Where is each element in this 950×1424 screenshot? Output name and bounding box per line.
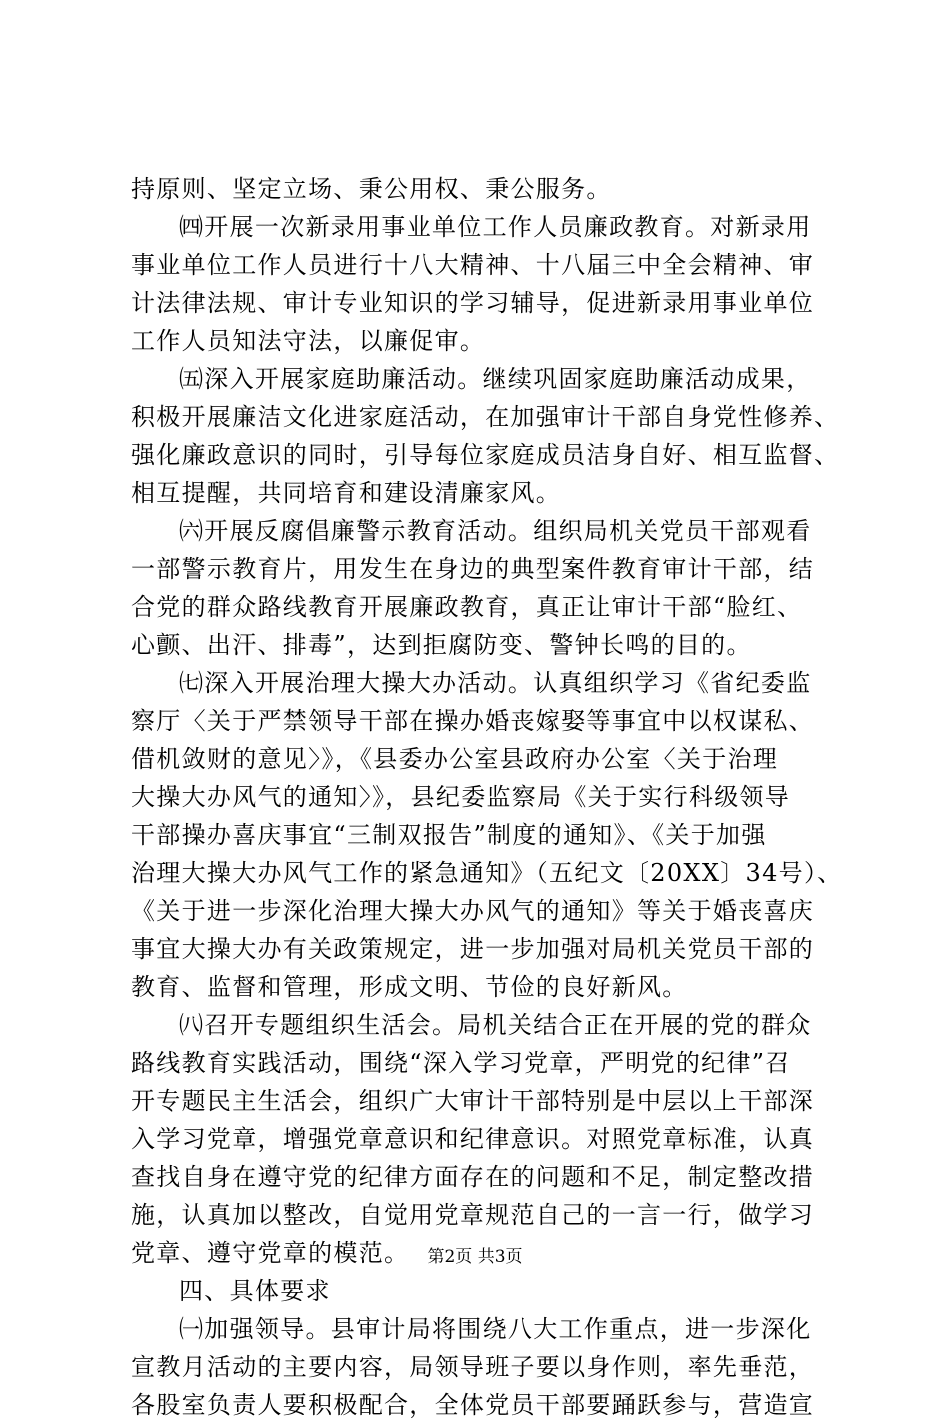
text-line: 计法律法规、审计专业知识的学习辅导，促进新录用事业单位 [131, 289, 815, 317]
text-line: ㈠加强领导。县审计局将围绕八大工作重点，进一步深化 [179, 1315, 812, 1343]
text-line: 合党的群众路线教育开展廉政教育，真正让审计干部“脸红、 [131, 593, 803, 621]
page-footer: 第2页 共3页 [427, 1247, 523, 1267]
text-line: 路线教育实践活动，围绕“深入学习党章，严明党的纪律”召 [131, 1049, 791, 1077]
text-line: 事宜大操大办有关政策规定，进一步加强对局机关党员干部的 [131, 935, 815, 963]
text-line: 强化廉政意识的同时，引导每位家庭成员洁身自好、相互监督、 [131, 441, 840, 469]
text-line: 《关于进一步深化治理大操大办风气的通知》等关于婚丧喜庆 [131, 897, 815, 925]
text-line: 借机敛财的意见〉》，《县委办公室县政府办公室〈关于治理 [131, 745, 779, 773]
text-line: 心颤、出汗、排毒”，达到拒腐防变、警钟长鸣的目的。 [131, 631, 752, 659]
text-line: 事业单位工作人员进行十八大精神、十八届三中全会精神、审 [131, 251, 815, 279]
text-line: ㈣开展一次新录用事业单位工作人员廉政教育。对新录用 [179, 213, 812, 241]
text-line: ㈤深入开展家庭助廉活动。继续巩固家庭助廉活动成果， [179, 365, 812, 393]
text-line: 入学习党章，增强党章意识和纪律意识。对照党章标准，认真 [131, 1125, 815, 1153]
text-line: 持原则、坚定立场、秉公用权、秉公服务。 [131, 175, 612, 203]
text-line: 一部警示教育片，用发生在身边的典型案件教育审计干部，结 [131, 555, 815, 583]
text-line: ㈧召开专题组织生活会。局机关结合正在开展的党的群众 [179, 1011, 812, 1039]
text-line: 各股室负责人要积极配合，全体党员干部要踊跃参与，营造宣 [131, 1391, 815, 1419]
text-line: ㈦深入开展治理大操大办活动。认真组织学习《省纪委监 [179, 669, 812, 697]
text-line: 积极开展廉洁文化进家庭活动，在加强审计干部自身党性修养、 [131, 403, 840, 431]
text-line: 四、具体要求 [179, 1277, 331, 1305]
text-line: ㈥开展反腐倡廉警示教育活动。组织局机关党员干部观看 [179, 517, 812, 545]
text-line: 治理大操大办风气工作的紧急通知》（五纪文〔20XX〕34号）、 [131, 859, 843, 887]
text-line: 施，认真加以整改，自觉用党章规范自己的一言一行，做学习 [131, 1201, 815, 1229]
text-line: 教育、监督和管理，形成文明、节俭的良好新风。 [131, 973, 688, 1001]
text-line: 干部操办喜庆事宜“三制双报告”制度的通知》、《关于加强 [131, 821, 767, 849]
text-line: 开专题民主生活会，组织广大审计干部特别是中层以上干部深 [131, 1087, 815, 1115]
text-line: 宣教月活动的主要内容，局领导班子要以身作则，率先垂范， [131, 1353, 815, 1381]
text-line: 查找自身在遵守党的纪律方面存在的问题和不足，制定整改措 [131, 1163, 815, 1191]
text-line: 相互提醒，共同培育和建设清廉家风。 [131, 479, 562, 507]
text-line: 党章、遵守党章的模范。 [131, 1239, 410, 1267]
text-line: 工作人员知法守法，以廉促审。 [131, 327, 486, 355]
text-line: 大操大办风气的通知〉》，县纪委监察局《关于实行科级领导 [131, 783, 791, 811]
text-line: 察厅〈关于严禁领导干部在操办婚丧嫁娶等事宜中以权谋私、 [131, 707, 815, 735]
body-text [131, 170, 843, 1424]
